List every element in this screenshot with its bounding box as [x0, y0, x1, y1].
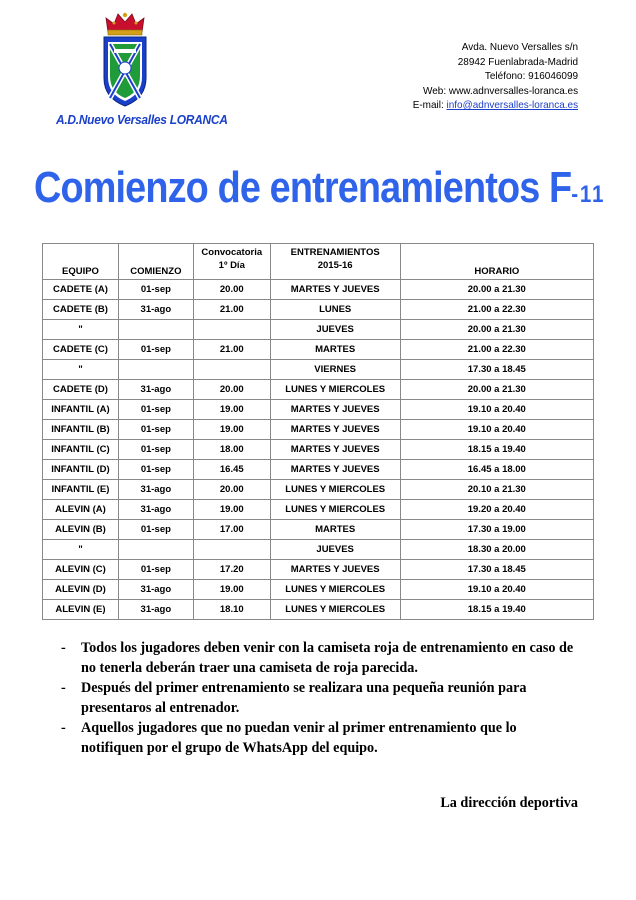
cell-equipo: ALEVIN (B) — [43, 520, 119, 540]
cell-convocatoria — [193, 540, 270, 560]
cell-horario: 17.30 a 19.00 — [400, 520, 593, 540]
table-row — [43, 540, 594, 560]
table-row — [43, 400, 594, 420]
cell-comienzo: 31-ago — [118, 300, 193, 320]
cell-comienzo — [118, 360, 193, 380]
cell-comienzo: 31-ago — [118, 380, 193, 400]
cell-horario: 20.10 a 21.30 — [400, 480, 593, 500]
cell-entrenamientos: MARTES Y JUEVES — [270, 280, 400, 300]
cell-entrenamientos: JUEVES — [270, 320, 400, 340]
note-item: - Todos los jugadores deben venir con la camiseta roja de entrenamiento en caso de no tenerla deberán traer una camiseta de roja parecida. — [58, 638, 578, 678]
cell-equipo: INFANTIL (B) — [43, 420, 119, 440]
table-body — [43, 280, 594, 620]
table-row — [43, 280, 594, 300]
cell-equipo: ALEVIN (E) — [43, 600, 119, 620]
header-convocatoria: Convocatoria 1º Día — [193, 244, 270, 280]
cell-entrenamientos: LUNES Y MIERCOLES — [270, 500, 400, 520]
table-row — [43, 480, 594, 500]
cell-entrenamientos: LUNES Y MIERCOLES — [270, 600, 400, 620]
cell-entrenamientos: VIERNES — [270, 360, 400, 380]
table-row — [43, 580, 594, 600]
cell-entrenamientos: MARTES Y JUEVES — [270, 440, 400, 460]
page-title — [34, 160, 605, 223]
cell-horario: 19.20 a 20.40 — [400, 500, 593, 520]
cell-comienzo: 31-ago — [118, 500, 193, 520]
cell-entrenamientos: MARTES Y JUEVES — [270, 420, 400, 440]
cell-horario: 21.00 a 22.30 — [400, 340, 593, 360]
table-row — [43, 300, 594, 320]
cell-comienzo: 31-ago — [118, 480, 193, 500]
cell-equipo: INFANTIL (E) — [43, 480, 119, 500]
header-equipo: EQUIPO — [43, 244, 119, 280]
title-main: Comienzo de entrenamientos F — [34, 163, 572, 212]
note-item: - Después del primer entrenamiento se realizara una pequeña reunión para presentaros al entrenador. — [58, 678, 578, 718]
training-schedule-table — [42, 243, 594, 620]
cell-horario: 20.00 a 21.30 — [400, 280, 593, 300]
cell-convocatoria: 20.00 — [193, 280, 270, 300]
shield-icon — [104, 37, 146, 106]
email-label: E-mail: — [412, 99, 447, 112]
notes-list — [58, 638, 578, 758]
address-line-2: 28942 Fuenlabrada-Madrid — [457, 55, 578, 68]
table-row — [43, 320, 594, 340]
cell-equipo: CADETE (B) — [43, 300, 119, 320]
cell-entrenamientos: LUNES Y MIERCOLES — [270, 580, 400, 600]
table-header-row — [43, 244, 594, 280]
crown-icon — [106, 13, 144, 35]
club-name: A.D.Nuevo Versalles LORANCA — [56, 112, 228, 127]
cell-convocatoria: 16.45 — [193, 460, 270, 480]
web-line: Web: www.adnversalles-loranca.es — [422, 84, 578, 97]
cell-convocatoria: 17.20 — [193, 560, 270, 580]
cell-equipo: ALEVIN (D) — [43, 580, 119, 600]
cell-convocatoria: 18.00 — [193, 440, 270, 460]
table-row — [43, 460, 594, 480]
cell-equipo: INFANTIL (D) — [43, 460, 119, 480]
title-suffix: -11 — [571, 181, 606, 208]
cell-comienzo — [118, 320, 193, 340]
cell-comienzo: 01-sep — [118, 420, 193, 440]
cell-entrenamientos: LUNES Y MIERCOLES — [270, 480, 400, 500]
cell-equipo: CADETE (C) — [43, 340, 119, 360]
header-entrenamientos: ENTRENAMIENTOS 2015-16 — [270, 244, 400, 280]
cell-comienzo: 01-sep — [118, 440, 193, 460]
cell-convocatoria: 17.00 — [193, 520, 270, 540]
table-row — [43, 520, 594, 540]
cell-comienzo: 01-sep — [118, 400, 193, 420]
cell-entrenamientos: MARTES — [270, 340, 400, 360]
cell-comienzo: 01-sep — [118, 280, 193, 300]
table-row — [43, 440, 594, 460]
cell-horario: 19.10 a 20.40 — [400, 420, 593, 440]
cell-horario: 20.00 a 21.30 — [400, 320, 593, 340]
table-row — [43, 380, 594, 400]
cell-convocatoria: 18.10 — [193, 600, 270, 620]
cell-horario: 21.00 a 22.30 — [400, 300, 593, 320]
cell-entrenamientos: LUNES Y MIERCOLES — [270, 380, 400, 400]
cell-convocatoria: 19.00 — [193, 580, 270, 600]
cell-equipo: ALEVIN (A) — [43, 500, 119, 520]
cell-equipo: ALEVIN (C) — [43, 560, 119, 580]
cell-horario: 18.15 a 19.40 — [400, 600, 593, 620]
table-row — [43, 420, 594, 440]
cell-entrenamientos: MARTES — [270, 520, 400, 540]
cell-convocatoria: 21.00 — [193, 340, 270, 360]
note-item: - Aquellos jugadores que no puedan venir al primer entrenamiento que lo notifiquen por el grupo de WhatsApp del equipo. — [58, 718, 578, 758]
cell-comienzo: 31-ago — [118, 580, 193, 600]
header-comienzo: COMIENZO — [118, 244, 193, 280]
header-horario: HORARIO — [400, 244, 593, 280]
cell-horario: 18.30 a 20.00 — [400, 540, 593, 560]
cell-horario: 17.30 a 18.45 — [400, 360, 593, 380]
contact-block — [413, 40, 578, 113]
cell-horario: 20.00 a 21.30 — [400, 380, 593, 400]
cell-entrenamientos: MARTES Y JUEVES — [270, 560, 400, 580]
cell-equipo: " — [43, 320, 119, 340]
cell-comienzo: 01-sep — [118, 340, 193, 360]
cell-convocatoria: 21.00 — [193, 300, 270, 320]
address-line-1: Avda. Nuevo Versalles s/n — [461, 41, 578, 53]
table-row — [43, 360, 594, 380]
cell-convocatoria — [193, 360, 270, 380]
cell-entrenamientos: LUNES — [270, 300, 400, 320]
cell-equipo: INFANTIL (A) — [43, 400, 119, 420]
table-row — [43, 500, 594, 520]
signature: La dirección deportiva — [440, 795, 578, 811]
cell-equipo: CADETE (A) — [43, 280, 119, 300]
table-row — [43, 560, 594, 580]
cell-convocatoria: 19.00 — [193, 420, 270, 440]
email-line — [413, 98, 578, 113]
cell-comienzo — [118, 540, 193, 560]
cell-equipo: " — [43, 360, 119, 380]
cell-comienzo: 31-ago — [118, 600, 193, 620]
email-link[interactable]: info@adnversalles-loranca.es — [446, 99, 578, 112]
cell-horario: 18.15 a 19.40 — [400, 440, 593, 460]
cell-horario: 16.45 a 18.00 — [400, 460, 593, 480]
cell-equipo: CADETE (D) — [43, 380, 119, 400]
cell-entrenamientos: MARTES Y JUEVES — [270, 460, 400, 480]
cell-comienzo: 01-sep — [118, 460, 193, 480]
cell-horario: 19.10 a 20.40 — [400, 580, 593, 600]
cell-convocatoria: 20.00 — [193, 380, 270, 400]
cell-equipo: " — [43, 540, 119, 560]
cell-convocatoria: 19.00 — [193, 400, 270, 420]
cell-horario: 17.30 a 18.45 — [400, 560, 593, 580]
table-row — [43, 600, 594, 620]
cell-convocatoria — [193, 320, 270, 340]
phone-line: Teléfono: 916046099 — [484, 70, 578, 83]
cell-equipo: INFANTIL (C) — [43, 440, 119, 460]
cell-convocatoria: 19.00 — [193, 500, 270, 520]
cell-entrenamientos: JUEVES — [270, 540, 400, 560]
cell-convocatoria: 20.00 — [193, 480, 270, 500]
cell-comienzo: 01-sep — [118, 560, 193, 580]
table-row — [43, 340, 594, 360]
club-crest-logo — [100, 10, 150, 108]
cell-entrenamientos: MARTES Y JUEVES — [270, 400, 400, 420]
cell-comienzo: 01-sep — [118, 520, 193, 540]
cell-horario: 19.10 a 20.40 — [400, 400, 593, 420]
